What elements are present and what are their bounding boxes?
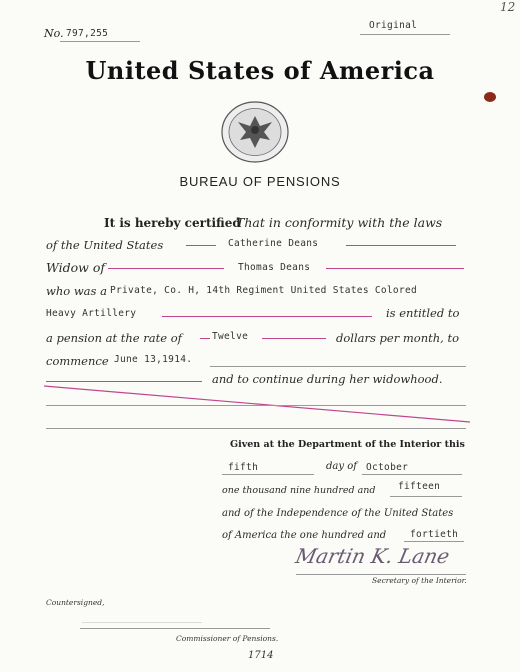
entitled-text: is entitled to [386,306,460,320]
service-line-2: Heavy Artillery [46,308,137,319]
service-line-1: Private, Co. H, 14th Regiment United States Colored [110,285,417,296]
ink-blot [484,92,496,102]
certified-label: It is hereby certified [104,216,241,230]
widow-line-left [186,245,216,246]
footer-mark: 1714 [248,650,274,661]
day-of-label: day of [326,461,357,472]
month-value: October [366,462,409,473]
commissioner-line [80,628,270,629]
widow-line-right [346,245,456,246]
commence-date: June 13,1914. [114,354,193,365]
widow-name: Catherine Deans [228,238,319,249]
secretary-line [296,574,466,575]
copy-type: Original [369,20,418,31]
department-seal-icon [220,100,290,164]
dollars-text: dollars per month, to [336,331,459,345]
soldier-line-right [326,268,464,269]
certificate-number-label: No. [44,27,64,40]
conformity-text: That in conformity with the laws [236,215,443,230]
year-underline [390,496,462,497]
independence-text: and of the Independence of the United States [222,508,454,519]
year-label: one thousand nine hundred and [222,485,376,496]
widow-of-label: Widow of [46,260,105,275]
bureau-heading: BUREAU OF PENSIONS [179,174,341,189]
continue-text: and to continue during her widowhood. [212,372,443,386]
of-the-united-states: of the United States [46,238,164,252]
number-underline [60,41,140,42]
secretary-label: Secretary of the Interior. [372,576,467,585]
given-text: Given at the Department of the Interior this [230,439,465,450]
day-value: fifth [228,462,259,473]
commissioner-signature-mark [82,600,202,623]
who-was-label: who was a [46,284,107,298]
soldier-name: Thomas Deans [238,262,311,273]
corner-mark: 12 [500,0,516,14]
certificate-number: 797,255 [66,28,109,39]
independence-value: fortieth [410,529,459,540]
rate-value: Twelve [212,331,249,342]
rate-label: a pension at the rate of [46,331,182,345]
commissioner-label: Commissioner of Pensions. [176,634,279,643]
rate-line-right [262,338,326,339]
blank-line-2 [46,428,466,429]
countersigned-label: Countersigned, [46,598,105,607]
copy-type-underline [360,34,450,35]
rate-line-left [200,338,210,339]
independence-underline [404,541,464,542]
america-text: of America the one hundred and [222,530,387,541]
month-underline [362,474,462,475]
day-underline [222,474,314,475]
commence-line [210,366,466,367]
service-line-rule [162,316,372,317]
year-value: fifteen [398,481,441,492]
document-title: United States of America [85,56,435,85]
blank-line-1 [46,405,466,406]
secretary-signature: Martin K. Lane [293,544,452,568]
soldier-line-left [108,268,224,269]
commence-label: commence [46,354,109,368]
